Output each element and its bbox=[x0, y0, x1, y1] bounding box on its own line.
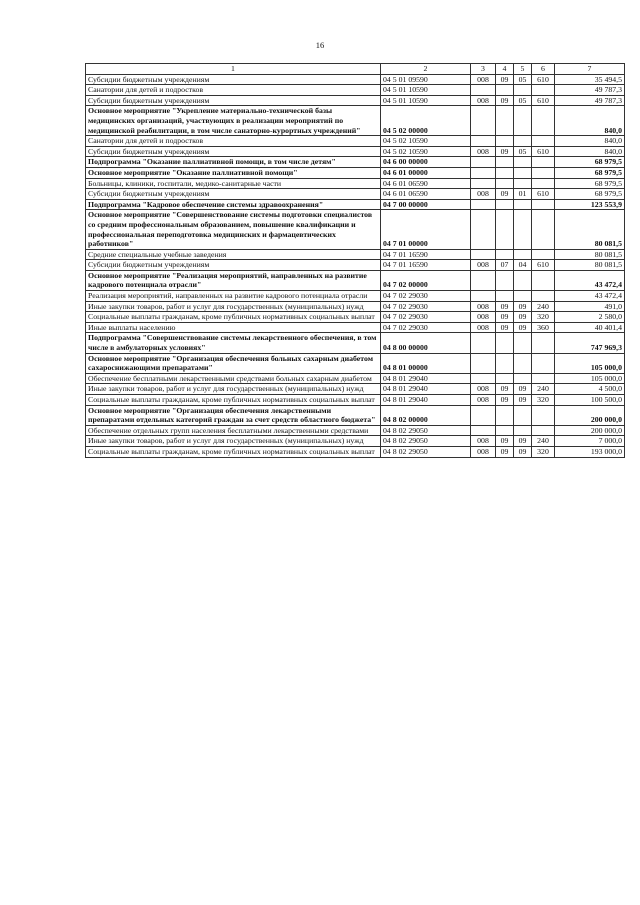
table-row bbox=[86, 395, 625, 406]
row-col6: 610 bbox=[532, 260, 555, 271]
row-amount: 35 494,5 bbox=[555, 74, 625, 85]
row-amount: 123 553,9 bbox=[555, 199, 625, 210]
row-col6: 240 bbox=[532, 301, 555, 312]
page-number: 16 bbox=[315, 40, 325, 50]
row-amount: 49 787,3 bbox=[555, 85, 625, 96]
table-row bbox=[86, 322, 625, 333]
row-col6: 240 bbox=[532, 436, 555, 447]
table-row bbox=[86, 270, 625, 290]
row-code: 04 8 01 00000 bbox=[381, 353, 471, 373]
row-code: 04 7 01 16590 bbox=[381, 260, 471, 271]
row-amount: 7 000,0 bbox=[555, 436, 625, 447]
row-col6 bbox=[532, 270, 555, 290]
row-col5: 05 bbox=[514, 74, 532, 85]
row-col6: 320 bbox=[532, 395, 555, 406]
table-row bbox=[86, 436, 625, 447]
row-code: 04 7 02 29030 bbox=[381, 322, 471, 333]
row-col6 bbox=[532, 425, 555, 436]
row-code: 04 6 01 06590 bbox=[381, 189, 471, 200]
row-amount: 840,0 bbox=[555, 146, 625, 157]
row-col6 bbox=[532, 136, 555, 147]
header-cell-2: 2 bbox=[381, 64, 471, 75]
row-col6 bbox=[532, 106, 555, 136]
row-col4 bbox=[496, 405, 514, 425]
row-col3 bbox=[471, 405, 496, 425]
row-col5 bbox=[514, 270, 532, 290]
table-row bbox=[86, 146, 625, 157]
row-col3: 008 bbox=[471, 436, 496, 447]
row-col4 bbox=[496, 353, 514, 373]
row-name: Подпрограмма "Совершенствование системы лекарственного обеспечения, в том числе в амбулаторных условиях" bbox=[86, 333, 381, 353]
row-amount: 40 401,4 bbox=[555, 322, 625, 333]
row-col4: 09 bbox=[496, 95, 514, 106]
row-name: Субсидии бюджетным учреждениям bbox=[86, 95, 381, 106]
row-col6: 320 bbox=[532, 312, 555, 323]
row-name: Иные закупки товаров, работ и услуг для государственных (муниципальных) нужд bbox=[86, 384, 381, 395]
row-col5 bbox=[514, 210, 532, 249]
row-amount: 80 081,5 bbox=[555, 210, 625, 249]
row-col5 bbox=[514, 373, 532, 384]
row-name: Иные закупки товаров, работ и услуг для государственных (муниципальных) нужд bbox=[86, 436, 381, 447]
row-name: Субсидии бюджетным учреждениям bbox=[86, 260, 381, 271]
row-col3 bbox=[471, 291, 496, 302]
row-col3: 008 bbox=[471, 301, 496, 312]
row-col3 bbox=[471, 353, 496, 373]
row-name: Иные закупки товаров, работ и услуг для государственных (муниципальных) нужд bbox=[86, 301, 381, 312]
table-row bbox=[86, 178, 625, 189]
header-cell-4: 4 bbox=[496, 64, 514, 75]
row-col3: 008 bbox=[471, 146, 496, 157]
row-col4: 09 bbox=[496, 322, 514, 333]
row-col6 bbox=[532, 199, 555, 210]
row-col4: 09 bbox=[496, 436, 514, 447]
row-code: 04 6 00 00000 bbox=[381, 157, 471, 168]
budget-table bbox=[85, 63, 625, 458]
row-code: 04 6 01 06590 bbox=[381, 178, 471, 189]
table-row bbox=[86, 95, 625, 106]
row-code: 04 8 01 29040 bbox=[381, 395, 471, 406]
row-col3 bbox=[471, 210, 496, 249]
row-name: Социальные выплаты гражданам, кроме публичных нормативных социальных выплат bbox=[86, 395, 381, 406]
row-name: Иные выплаты населению bbox=[86, 322, 381, 333]
table-row bbox=[86, 425, 625, 436]
row-col3: 008 bbox=[471, 74, 496, 85]
table-row bbox=[86, 157, 625, 168]
row-amount: 68 979,5 bbox=[555, 167, 625, 178]
row-name: Субсидии бюджетным учреждениям bbox=[86, 189, 381, 200]
row-col5: 09 bbox=[514, 301, 532, 312]
row-col4: 09 bbox=[496, 189, 514, 200]
row-col3: 008 bbox=[471, 322, 496, 333]
row-code: 04 8 02 00000 bbox=[381, 405, 471, 425]
row-amount: 100 500,0 bbox=[555, 395, 625, 406]
header-cell-3: 3 bbox=[471, 64, 496, 75]
row-col3 bbox=[471, 270, 496, 290]
table-row bbox=[86, 353, 625, 373]
row-col6 bbox=[532, 178, 555, 189]
row-code: 04 7 02 29030 bbox=[381, 291, 471, 302]
row-amount: 68 979,5 bbox=[555, 189, 625, 200]
row-name: Субсидии бюджетным учреждениям bbox=[86, 74, 381, 85]
row-code: 04 5 01 10590 bbox=[381, 85, 471, 96]
row-col5: 09 bbox=[514, 395, 532, 406]
row-code: 04 7 01 16590 bbox=[381, 249, 471, 260]
row-col5 bbox=[514, 291, 532, 302]
row-col4: 09 bbox=[496, 384, 514, 395]
row-col5 bbox=[514, 249, 532, 260]
row-code: 04 8 01 29040 bbox=[381, 373, 471, 384]
row-col4: 07 bbox=[496, 260, 514, 271]
row-col6 bbox=[532, 405, 555, 425]
row-amount: 840,0 bbox=[555, 136, 625, 147]
row-amount: 747 969,3 bbox=[555, 333, 625, 353]
row-col5: 09 bbox=[514, 322, 532, 333]
header-cell-7: 7 bbox=[555, 64, 625, 75]
row-col5: 09 bbox=[514, 446, 532, 457]
row-amount: 193 000,0 bbox=[555, 446, 625, 457]
row-col6 bbox=[532, 353, 555, 373]
row-code: 04 7 02 29030 bbox=[381, 301, 471, 312]
row-amount: 80 081,5 bbox=[555, 260, 625, 271]
row-name: Социальные выплаты гражданам, кроме публичных нормативных социальных выплат bbox=[86, 446, 381, 457]
row-code: 04 7 02 00000 bbox=[381, 270, 471, 290]
row-col5: 09 bbox=[514, 436, 532, 447]
row-col3 bbox=[471, 136, 496, 147]
table-row bbox=[86, 167, 625, 178]
row-col4: 09 bbox=[496, 301, 514, 312]
row-col4: 09 bbox=[496, 446, 514, 457]
row-col6: 610 bbox=[532, 74, 555, 85]
row-col5: 09 bbox=[514, 384, 532, 395]
row-name: Больницы, клиники, госпитали, медико-санитарные части bbox=[86, 178, 381, 189]
row-col3 bbox=[471, 333, 496, 353]
row-code: 04 8 02 29050 bbox=[381, 425, 471, 436]
row-code: 04 5 02 00000 bbox=[381, 106, 471, 136]
table-row bbox=[86, 210, 625, 249]
row-amount: 491,0 bbox=[555, 301, 625, 312]
row-col5 bbox=[514, 136, 532, 147]
table-row bbox=[86, 189, 625, 200]
row-col3 bbox=[471, 199, 496, 210]
row-amount: 80 081,5 bbox=[555, 249, 625, 260]
row-amount: 4 500,0 bbox=[555, 384, 625, 395]
row-col5: 01 bbox=[514, 189, 532, 200]
table-row bbox=[86, 301, 625, 312]
row-col4 bbox=[496, 106, 514, 136]
row-col3: 008 bbox=[471, 446, 496, 457]
row-col4 bbox=[496, 333, 514, 353]
row-col4 bbox=[496, 178, 514, 189]
row-amount: 43 472,4 bbox=[555, 270, 625, 290]
row-col6: 240 bbox=[532, 384, 555, 395]
row-col3 bbox=[471, 106, 496, 136]
table-row bbox=[86, 405, 625, 425]
row-amount: 68 979,5 bbox=[555, 178, 625, 189]
row-name: Санатории для детей и подростков bbox=[86, 85, 381, 96]
table-row bbox=[86, 260, 625, 271]
row-amount: 105 000,0 bbox=[555, 373, 625, 384]
table-row bbox=[86, 249, 625, 260]
table-row bbox=[86, 373, 625, 384]
row-col3: 008 bbox=[471, 384, 496, 395]
row-name: Средние специальные учебные заведения bbox=[86, 249, 381, 260]
row-col6 bbox=[532, 373, 555, 384]
row-code: 04 7 00 00000 bbox=[381, 199, 471, 210]
row-col4 bbox=[496, 157, 514, 168]
row-code: 04 5 01 09590 bbox=[381, 74, 471, 85]
row-col5 bbox=[514, 178, 532, 189]
row-col4 bbox=[496, 167, 514, 178]
row-name: Подпрограмма "Оказание паллиативной помощи, в том числе детям" bbox=[86, 157, 381, 168]
row-col4 bbox=[496, 249, 514, 260]
table-row bbox=[86, 333, 625, 353]
row-name: Обеспечение бесплатными лекарственными средствами больных сахарным диабетом bbox=[86, 373, 381, 384]
row-name: Реализация мероприятий, направленных на развитие кадрового потенциала отрасли bbox=[86, 291, 381, 302]
row-name: Основное мероприятие "Организация обеспечения больных сахарным диабетом сахароснижающими препаратами" bbox=[86, 353, 381, 373]
row-col3: 008 bbox=[471, 189, 496, 200]
row-col3 bbox=[471, 373, 496, 384]
row-code: 04 5 01 10590 bbox=[381, 95, 471, 106]
row-col3 bbox=[471, 85, 496, 96]
row-col5: 05 bbox=[514, 146, 532, 157]
row-amount: 2 580,0 bbox=[555, 312, 625, 323]
row-amount: 200 000,0 bbox=[555, 405, 625, 425]
row-name: Субсидии бюджетным учреждениям bbox=[86, 146, 381, 157]
row-amount: 840,0 bbox=[555, 106, 625, 136]
row-name: Подпрограмма "Кадровое обеспечение системы здравоохранения" bbox=[86, 199, 381, 210]
row-amount: 49 787,3 bbox=[555, 95, 625, 106]
row-col5 bbox=[514, 106, 532, 136]
row-col4 bbox=[496, 199, 514, 210]
row-col4 bbox=[496, 291, 514, 302]
row-name: Обеспечение отдельных групп населения бесплатными лекарственными средствами bbox=[86, 425, 381, 436]
row-col6: 360 bbox=[532, 322, 555, 333]
table-row bbox=[86, 291, 625, 302]
table-row bbox=[86, 74, 625, 85]
row-col6 bbox=[532, 333, 555, 353]
row-col5 bbox=[514, 425, 532, 436]
row-col3: 008 bbox=[471, 395, 496, 406]
row-code: 04 6 01 00000 bbox=[381, 167, 471, 178]
row-col4: 09 bbox=[496, 146, 514, 157]
row-amount: 105 000,0 bbox=[555, 353, 625, 373]
row-name: Основное мероприятие "Совершенствование системы подготовки специалистов со средним профессиональным образованием, повышение квалификации и профессиональная переподготовка медицинских и фармацевтических работников" bbox=[86, 210, 381, 249]
row-code: 04 5 02 10590 bbox=[381, 146, 471, 157]
row-col6: 610 bbox=[532, 95, 555, 106]
table-row bbox=[86, 312, 625, 323]
row-col3: 008 bbox=[471, 95, 496, 106]
row-col6 bbox=[532, 210, 555, 249]
row-col3 bbox=[471, 157, 496, 168]
row-col6 bbox=[532, 157, 555, 168]
row-col5 bbox=[514, 167, 532, 178]
row-col5 bbox=[514, 333, 532, 353]
table-row bbox=[86, 199, 625, 210]
row-col4 bbox=[496, 270, 514, 290]
row-col4: 09 bbox=[496, 395, 514, 406]
row-col3: 008 bbox=[471, 312, 496, 323]
table-row bbox=[86, 446, 625, 457]
row-name: Социальные выплаты гражданам, кроме публичных нормативных социальных выплат bbox=[86, 312, 381, 323]
row-name: Основное мероприятие "Укрепление материально-технической базы медицинских организаций, участвующих в реализации мероприятий по медицинской реабилитации, в том числе санаторно-курортных учреждений" bbox=[86, 106, 381, 136]
row-col5 bbox=[514, 199, 532, 210]
row-col5 bbox=[514, 405, 532, 425]
row-col6 bbox=[532, 85, 555, 96]
row-amount: 43 472,4 bbox=[555, 291, 625, 302]
row-col4 bbox=[496, 85, 514, 96]
row-col3 bbox=[471, 178, 496, 189]
row-col6 bbox=[532, 249, 555, 260]
row-code: 04 7 01 00000 bbox=[381, 210, 471, 249]
row-col4 bbox=[496, 425, 514, 436]
header-row bbox=[86, 64, 625, 75]
row-col4 bbox=[496, 210, 514, 249]
row-col6: 610 bbox=[532, 189, 555, 200]
row-col4: 09 bbox=[496, 74, 514, 85]
row-amount: 200 000,0 bbox=[555, 425, 625, 436]
row-col3 bbox=[471, 425, 496, 436]
row-code: 04 7 02 29030 bbox=[381, 312, 471, 323]
row-col3 bbox=[471, 249, 496, 260]
table-row bbox=[86, 106, 625, 136]
row-col5 bbox=[514, 157, 532, 168]
row-col3 bbox=[471, 167, 496, 178]
row-col3: 008 bbox=[471, 260, 496, 271]
row-col6: 610 bbox=[532, 146, 555, 157]
row-code: 04 8 00 00000 bbox=[381, 333, 471, 353]
row-col6: 320 bbox=[532, 446, 555, 457]
row-col6 bbox=[532, 291, 555, 302]
row-amount: 68 979,5 bbox=[555, 157, 625, 168]
table-row bbox=[86, 136, 625, 147]
header-cell-5: 5 bbox=[514, 64, 532, 75]
row-name: Санатории для детей и подростков bbox=[86, 136, 381, 147]
row-col6 bbox=[532, 167, 555, 178]
row-col5: 05 bbox=[514, 95, 532, 106]
row-code: 04 8 01 29040 bbox=[381, 384, 471, 395]
row-col4 bbox=[496, 136, 514, 147]
row-code: 04 8 02 29050 bbox=[381, 436, 471, 447]
row-col5 bbox=[514, 353, 532, 373]
header-cell-6: 6 bbox=[532, 64, 555, 75]
table-row bbox=[86, 384, 625, 395]
row-col5 bbox=[514, 85, 532, 96]
row-name: Основное мероприятие "Оказание паллиативной помощи" bbox=[86, 167, 381, 178]
row-col4: 09 bbox=[496, 312, 514, 323]
row-col5: 04 bbox=[514, 260, 532, 271]
row-code: 04 5 02 10590 bbox=[381, 136, 471, 147]
table-row bbox=[86, 85, 625, 96]
header-cell-1: 1 bbox=[86, 64, 381, 75]
row-code: 04 8 02 29050 bbox=[381, 446, 471, 457]
row-name: Основное мероприятие "Организация обеспечения лекарственными препаратами отдельных категорий граждан за счет средств областного бюджета" bbox=[86, 405, 381, 425]
row-col5: 09 bbox=[514, 312, 532, 323]
row-col4 bbox=[496, 373, 514, 384]
row-name: Основное мероприятие "Реализация мероприятий, направленных на развитие кадрового потенциала отрасли" bbox=[86, 270, 381, 290]
